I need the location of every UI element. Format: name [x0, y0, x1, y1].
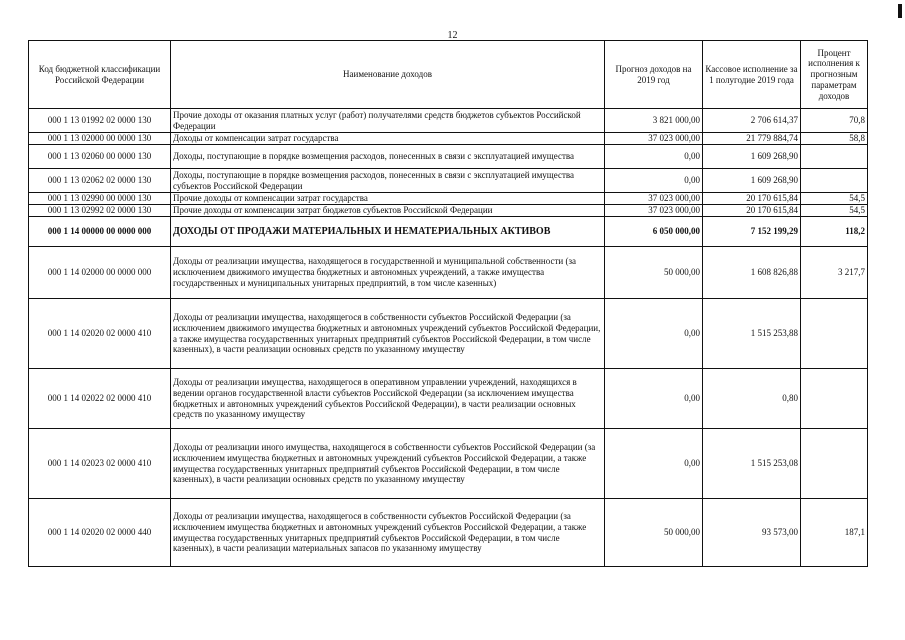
cell-percent [801, 169, 868, 193]
cell-percent [801, 369, 868, 429]
cell-percent: 118,2 [801, 217, 868, 247]
cell-forecast: 37 023 000,00 [605, 133, 703, 145]
cell-percent: 3 217,7 [801, 247, 868, 299]
cell-execution: 7 152 199,29 [703, 217, 801, 247]
cell-execution: 0,80 [703, 369, 801, 429]
cell-code: 000 1 14 02022 02 0000 410 [29, 369, 171, 429]
table-row [29, 369, 868, 429]
cell-code: 000 1 13 02062 02 0000 130 [29, 169, 171, 193]
scan-edge-mark [898, 4, 902, 18]
cell-percent [801, 299, 868, 369]
cell-percent [801, 429, 868, 499]
cell-forecast: 0,00 [605, 169, 703, 193]
cell-name: Прочие доходы от компенсации затрат государства [171, 193, 605, 205]
cell-code: 000 1 13 01992 02 0000 130 [29, 109, 171, 133]
header-name: Наименование доходов [171, 41, 605, 109]
cell-percent: 54,5 [801, 193, 868, 205]
table-row [29, 109, 868, 133]
cell-code: 000 1 13 02992 02 0000 130 [29, 205, 171, 217]
cell-forecast: 0,00 [605, 299, 703, 369]
cell-forecast: 50 000,00 [605, 247, 703, 299]
cell-forecast: 50 000,00 [605, 499, 703, 567]
cell-name: Доходы от реализации имущества, находящегося в государственной и муниципальной собственности (за исключением движимого имущества бюджетных и автономных учреждений, а также имущества государственных и муниципальных унитарных предприятий, в том числе казенных) [171, 247, 605, 299]
cell-name: Прочие доходы от компенсации затрат бюджетов субъектов Российской Федерации [171, 205, 605, 217]
cell-forecast: 37 023 000,00 [605, 205, 703, 217]
cell-code: 000 1 13 02000 00 0000 130 [29, 133, 171, 145]
cell-execution: 21 779 884,74 [703, 133, 801, 145]
cell-percent: 187,1 [801, 499, 868, 567]
cell-execution: 2 706 614,37 [703, 109, 801, 133]
cell-code: 000 1 14 02023 02 0000 410 [29, 429, 171, 499]
table-header-row [29, 41, 868, 109]
table-row [29, 299, 868, 369]
cell-name: Доходы, поступающие в порядке возмещения расходов, понесенных в связи с эксплуатацией имущества субъектов Российской Федерации [171, 169, 605, 193]
cell-name: Доходы от реализации иного имущества, находящегося в собственности субъектов Российской Федерации (за исключением имущества бюджетных и автономных учреждений субъектов Российской Федерации, а также имущества государственных унитарных предприятий субъектов Российской Федерации, в том числе казенных), в части реализации основных средств по указанному имуществу [171, 429, 605, 499]
cell-name: Доходы от компенсации затрат государства [171, 133, 605, 145]
table-row [29, 133, 868, 145]
cell-percent: 70,8 [801, 109, 868, 133]
cell-name: ДОХОДЫ ОТ ПРОДАЖИ МАТЕРИАЛЬНЫХ И НЕМАТЕРИАЛЬНЫХ АКТИВОВ [171, 217, 605, 247]
page-number: 12 [447, 30, 458, 41]
cell-execution: 1 608 826,88 [703, 247, 801, 299]
cell-percent: 58,8 [801, 133, 868, 145]
cell-code: 000 1 14 02020 02 0000 410 [29, 299, 171, 369]
cell-name: Прочие доходы от оказания платных услуг (работ) получателями средств бюджетов субъектов Российской Федерации [171, 109, 605, 133]
cell-forecast: 6 050 000,00 [605, 217, 703, 247]
table-row [29, 145, 868, 169]
cell-code: 000 1 13 02060 00 0000 130 [29, 145, 171, 169]
cell-name: Доходы, поступающие в порядке возмещения расходов, понесенных в связи с эксплуатацией имущества [171, 145, 605, 169]
cell-percent: 54,5 [801, 205, 868, 217]
cell-name: Доходы от реализации имущества, находящегося в оперативном управлении учреждений, находящихся в ведении органов государственной власти субъектов Российской Федерации (за исключением имущества бюджетных и автономных учреждений субъектов Российской Федерации), в части реализации основных средств по указанному имуществу [171, 369, 605, 429]
table-row [29, 499, 868, 567]
cell-execution: 1 609 268,90 [703, 169, 801, 193]
table-row [29, 193, 868, 205]
revenue-table [28, 40, 868, 567]
cell-forecast: 0,00 [605, 369, 703, 429]
cell-execution: 20 170 615,84 [703, 193, 801, 205]
cell-name: Доходы от реализации имущества, находящегося в собственности субъектов Российской Федерации (за исключением движимого имущества бюджетных и автономных учреждений субъектов Российской Федерации, а также имущества государственных унитарных предприятий субъектов Российской Федерации, в том числе казенных), в части реализации основных средств по указанному имуществу [171, 299, 605, 369]
table-row [29, 429, 868, 499]
header-percent: Процент исполнения к прогнозным параметрам доходов [801, 41, 868, 109]
header-forecast: Прогноз доходов на 2019 год [605, 41, 703, 109]
cell-forecast: 37 023 000,00 [605, 193, 703, 205]
cell-forecast: 3 821 000,00 [605, 109, 703, 133]
cell-execution: 20 170 615,84 [703, 205, 801, 217]
cell-forecast: 0,00 [605, 429, 703, 499]
cell-execution: 93 573,00 [703, 499, 801, 567]
header-execution: Кассовое исполнение за 1 полугодие 2019 года [703, 41, 801, 109]
table-row [29, 205, 868, 217]
cell-code: 000 1 13 02990 00 0000 130 [29, 193, 171, 205]
cell-execution: 1 515 253,08 [703, 429, 801, 499]
table-row [29, 247, 868, 299]
cell-code: 000 1 14 00000 00 0000 000 [29, 217, 171, 247]
cell-name: Доходы от реализации имущества, находящегося в собственности субъектов Российской Федерации (за исключением имущества бюджетных и автономных учреждений субъектов Российской Федерации, а также имущества государственных унитарных предприятий субъектов Российской Федерации, в том числе казенных), в части реализации материальных запасов по указанному имуществу [171, 499, 605, 567]
cell-execution: 1 515 253,88 [703, 299, 801, 369]
cell-execution: 1 609 268,90 [703, 145, 801, 169]
cell-code: 000 1 14 02020 02 0000 440 [29, 499, 171, 567]
table-row [29, 169, 868, 193]
cell-forecast: 0,00 [605, 145, 703, 169]
cell-code: 000 1 14 02000 00 0000 000 [29, 247, 171, 299]
header-code: Код бюджетной классификации Российской Федерации [29, 41, 171, 109]
cell-percent [801, 145, 868, 169]
table-row [29, 217, 868, 247]
